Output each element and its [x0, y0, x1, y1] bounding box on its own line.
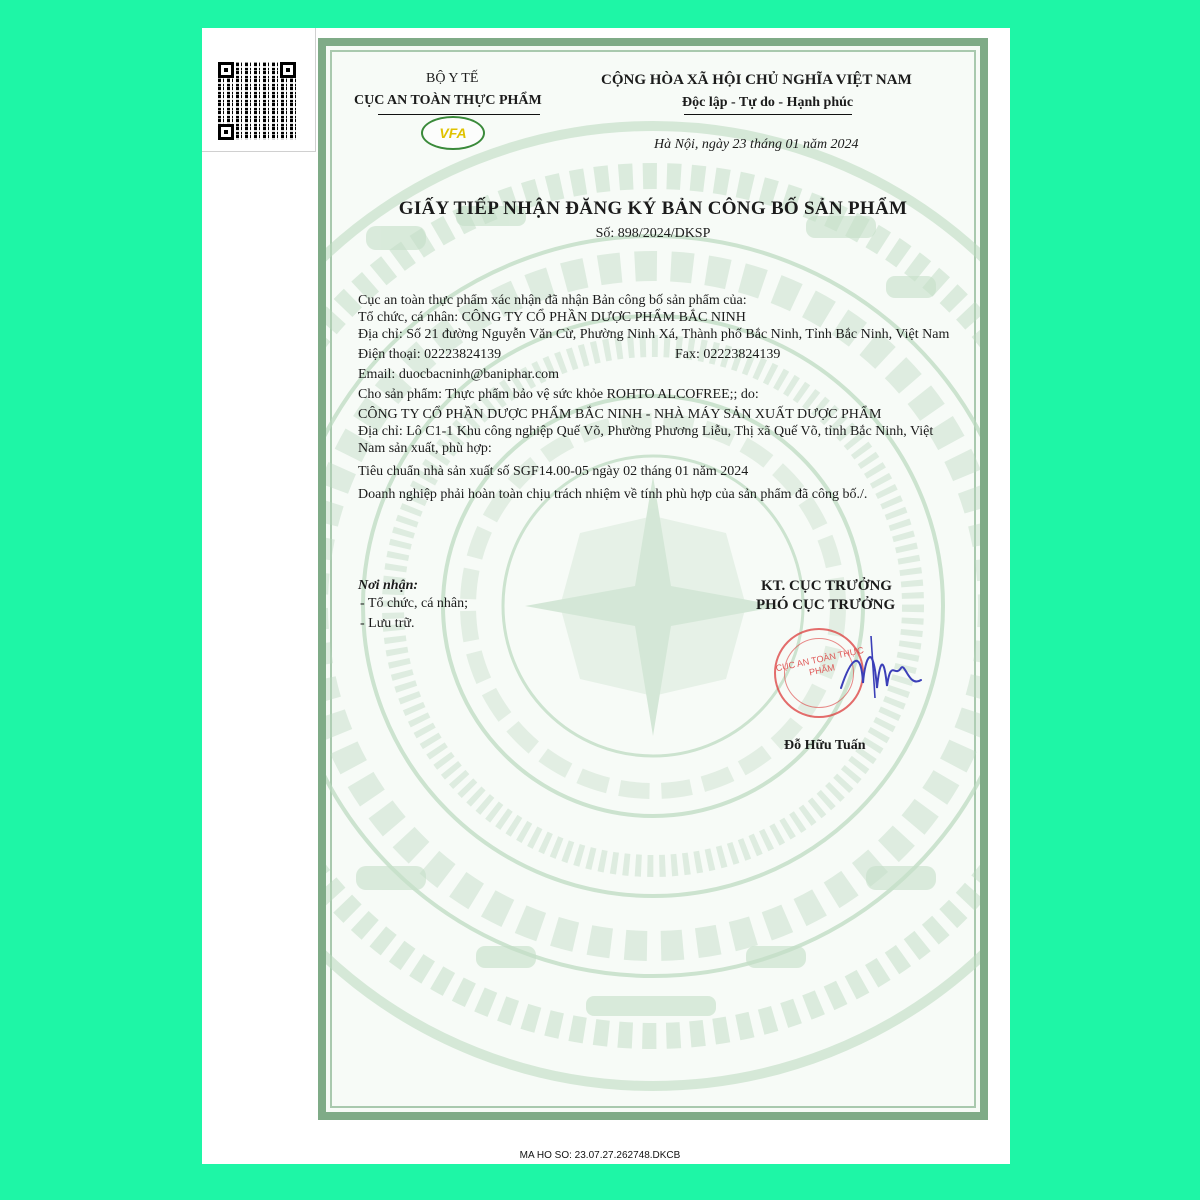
standard-text: Tiêu chuẩn nhà sản xuất số SGF14.00-05 ngày 02 tháng 01 năm 2024 [358, 464, 749, 479]
nation-name: CỘNG HÒA XÃ HỘI CHỦ NGHĨA VIỆT NAM [601, 72, 912, 88]
document-title: GIẤY TIẾP NHẬN ĐĂNG KÝ BẢN CÔNG BỐ SẢN PHẨM [398, 198, 908, 219]
manufacturer-address-text: Địa chỉ: Lô C1-1 Khu công nghiệp Quế Võ, Phường Phương Liễu, Thị xã Quế Võ, tỉnh Bắc Ninh, Việt Nam sản xuất, phù hợp: [358, 424, 934, 456]
signer-name: Đỗ Hữu Tuấn [784, 738, 866, 753]
signer-title-line1: KT. CỤC TRƯỞNG [761, 578, 892, 594]
product-text: Cho sản phẩm: Thực phẩm bảo vệ sức khỏe ROHTO ALCOFREE;; do: [358, 387, 759, 402]
qr-code-icon [218, 62, 296, 140]
fax-text: Fax: 02223824139 [675, 347, 781, 362]
agency-name: CỤC AN TOÀN THỰC PHẨM [354, 93, 542, 108]
handwritten-signature-icon [831, 628, 931, 708]
recipients-label: Nơi nhận: [358, 578, 419, 593]
issue-date: Hà Nội, ngày 23 tháng 01 năm 2024 [654, 137, 859, 152]
intro-text: Cục an toàn thực phẩm xác nhận đã nhận Bản công bố sản phẩm của: [358, 293, 747, 308]
phone-text: Điện thoại: 02223824139 [358, 347, 502, 362]
qr-code-box [202, 28, 316, 152]
seal-text: CỤC AN TOÀN THỰC PHẨM [774, 644, 865, 678]
vfa-logo-icon: VFA [421, 116, 485, 150]
organization-text: Tổ chức, cá nhân: CÔNG TY CỔ PHẦN DƯỢC PHẨM BẮC NINH [358, 310, 746, 325]
manufacturer-text: CÔNG TY CỔ PHẦN DƯỢC PHẨM BẮC NINH - NHÀ MÁY SẢN XUẤT DƯỢC PHẨM [358, 407, 882, 422]
document-number: Số: 898/2024/DKSP [595, 226, 711, 241]
motto-underline [684, 114, 852, 115]
email-text: Email: duocbacninh@baniphar.com [358, 367, 560, 382]
recipient-item: - Lưu trữ. [360, 616, 415, 631]
address-text: Địa chỉ: Số 21 đường Nguyễn Văn Cừ, Phường Ninh Xá, Thành phố Bắc Ninh, Tỉnh Bắc Ninh, Việt Nam [358, 327, 950, 342]
document-body [358, 292, 958, 503]
national-motto: Độc lập - Tự do - Hạnh phúc [682, 95, 854, 110]
signer-title-line2: PHÓ CỤC TRƯỞNG [756, 597, 896, 613]
agency-underline [378, 114, 540, 115]
ministry-name: BỘ Y TẾ [426, 71, 479, 86]
contact-row [358, 346, 958, 363]
dossier-number: MA HO SO: 23.07.27.262748.DKCB [519, 1150, 681, 1161]
recipient-item: - Tổ chức, cá nhân; [360, 596, 469, 611]
responsibility-text: Doanh nghiệp phải hoàn toàn chịu trách nhiệm về tính phù hợp của sản phẩm đã công bố./. [358, 487, 868, 502]
certificate-frame [318, 38, 988, 1120]
